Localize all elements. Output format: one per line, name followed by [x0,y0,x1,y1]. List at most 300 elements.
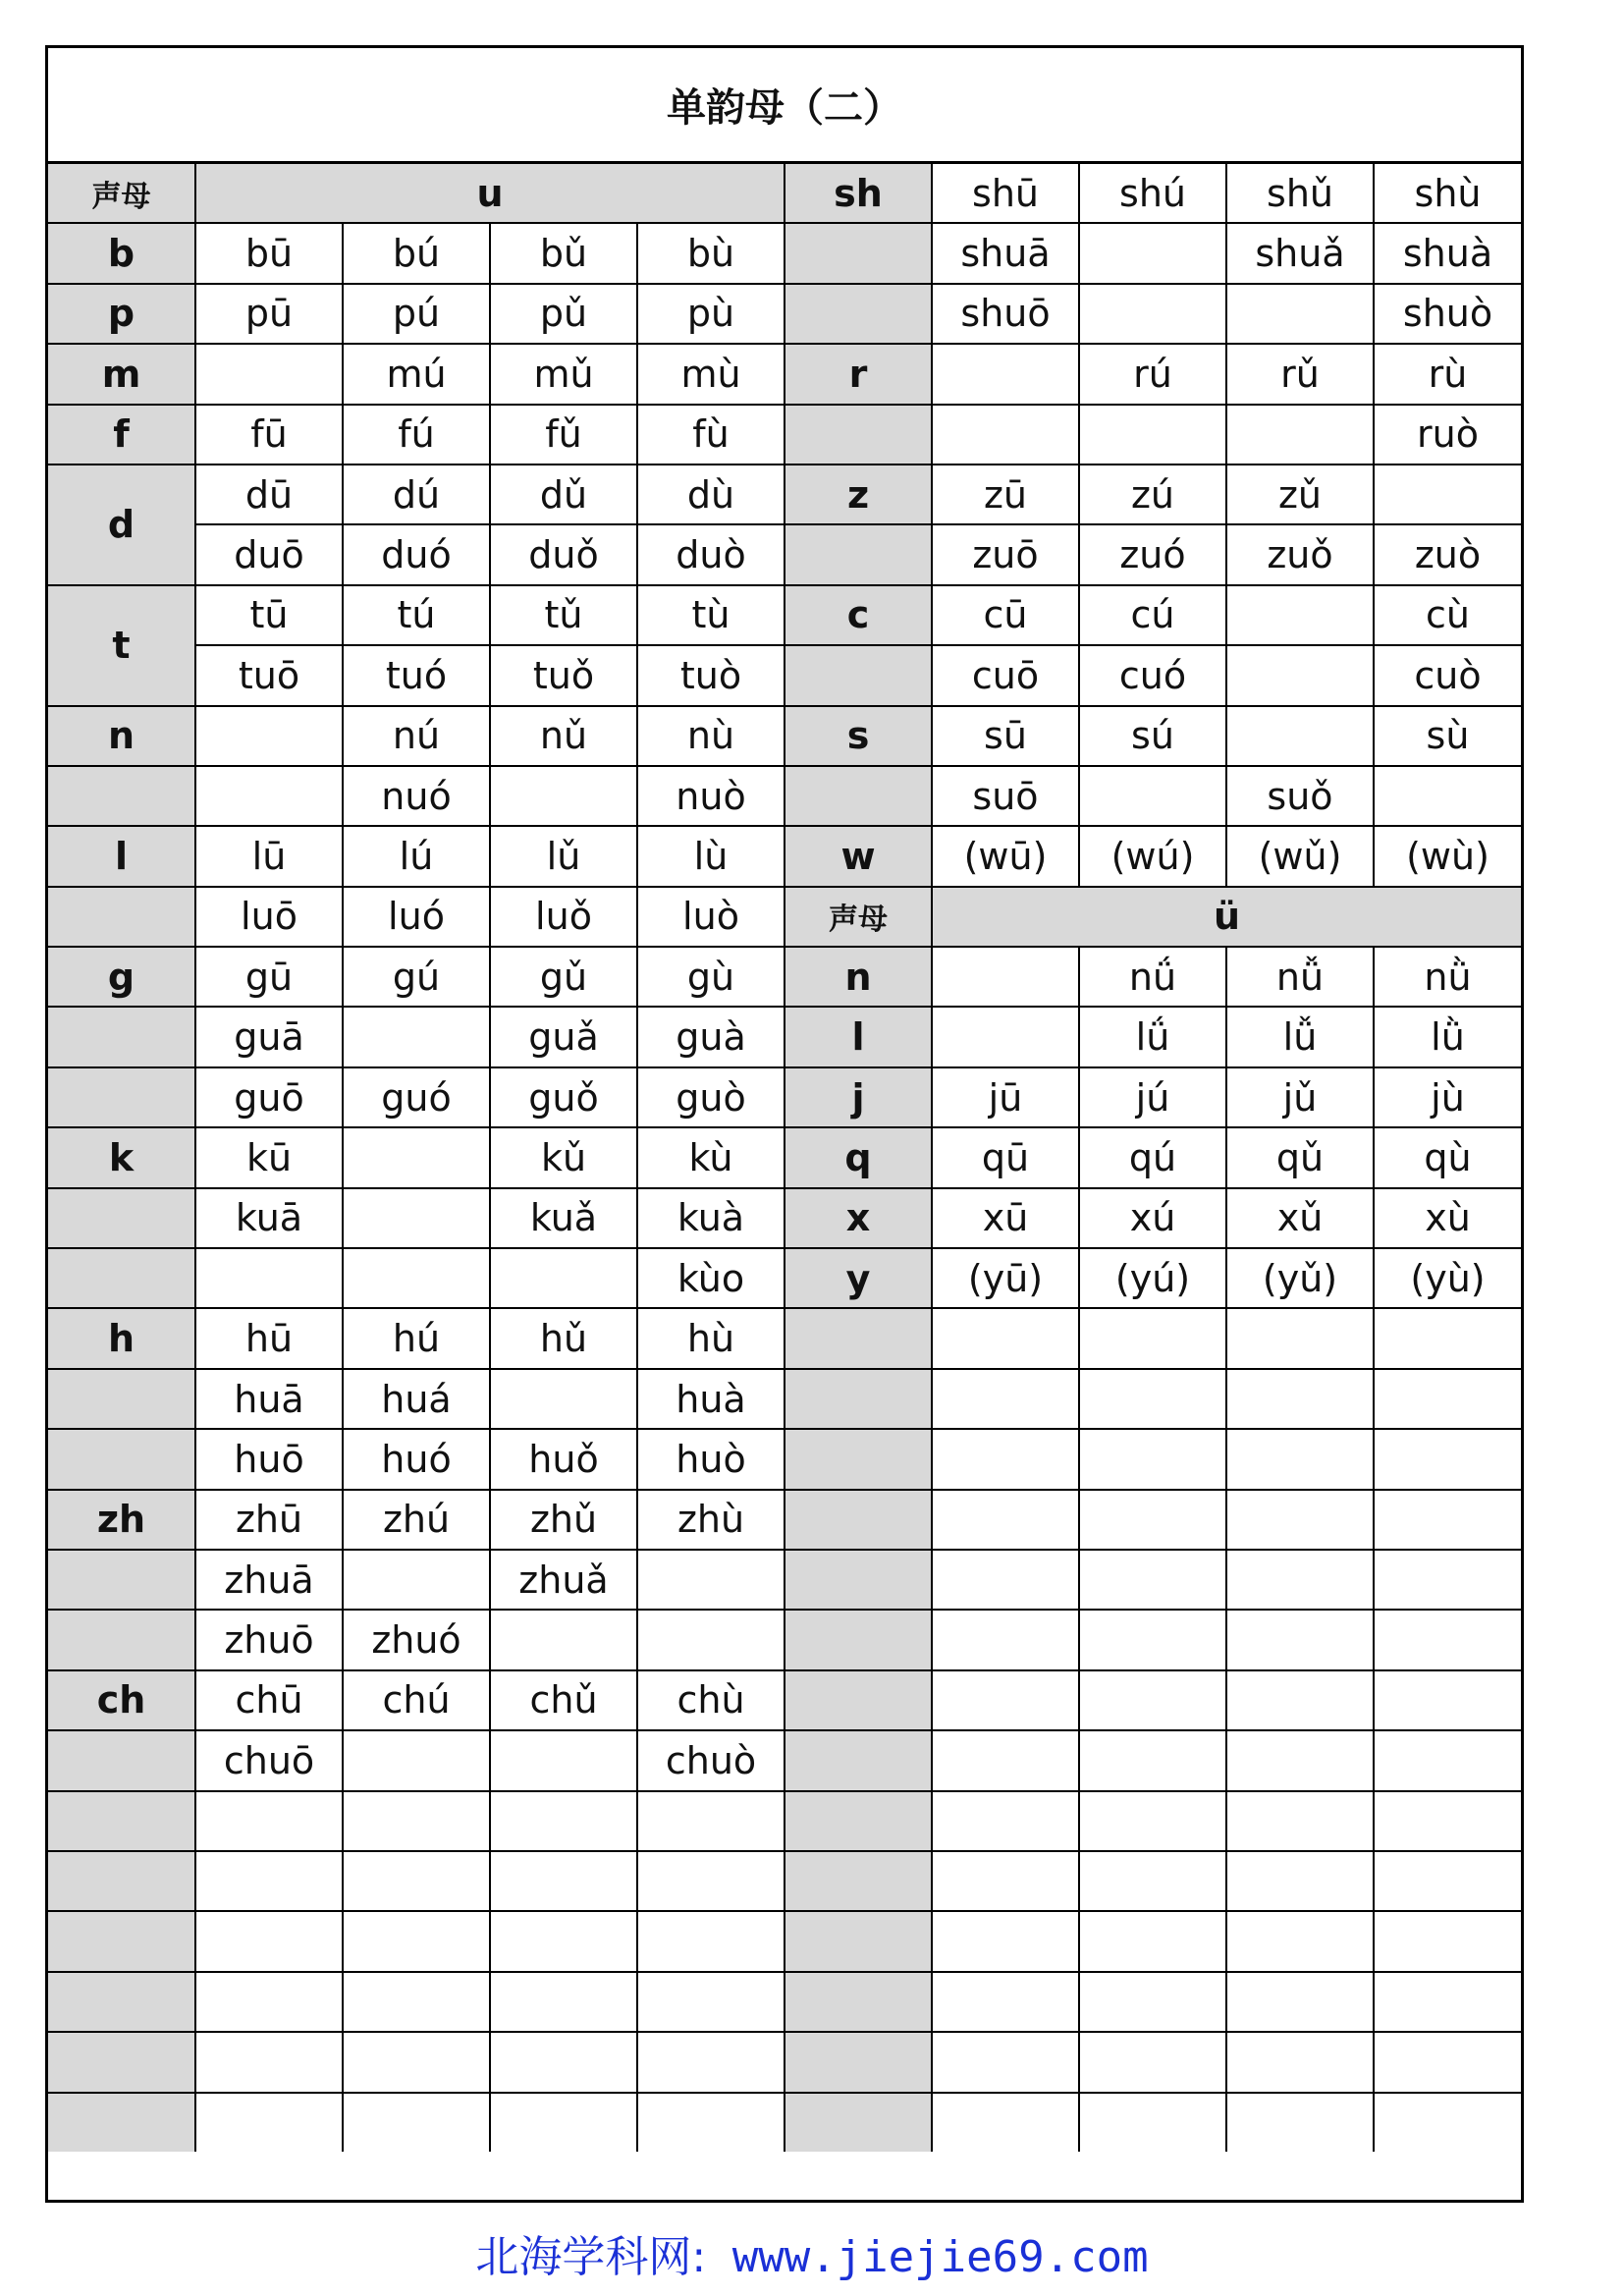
initial-cell [785,766,932,826]
syllable-cell [1226,1670,1374,1730]
table-row [48,1550,1521,1610]
initial-cell [785,1490,932,1550]
syllable-cell [1079,1369,1226,1429]
syllable-cell [1226,1429,1374,1489]
syllable-cell: qù [1374,1127,1521,1187]
syllable-cell: tuō [195,645,343,705]
syllable-cell: kù [637,1127,785,1187]
syllable-cell: huō [195,1429,343,1489]
syllable-cell: qǔ [1226,1127,1374,1187]
initial-cell: q [785,1127,932,1187]
syllable-cell [1079,405,1226,465]
syllable-cell [343,1550,490,1610]
initial-cell [785,1550,932,1610]
initial-cell [785,1851,932,1911]
table-row [48,947,1521,1007]
syllable-cell: gǔ [490,947,637,1007]
initial-cell [785,645,932,705]
syllable-cell: nú [343,706,490,766]
initial-cell [48,2032,195,2092]
syllable-cell: jǔ [1226,1067,1374,1127]
syllable-cell [932,1308,1079,1368]
syllable-cell: suō [932,766,1079,826]
syllable-cell: zǔ [1226,465,1374,524]
initial-cell: f [48,405,195,465]
page-title: 单韵母（二） [667,85,902,131]
syllable-cell: nuò [637,766,785,826]
syllable-cell: fū [195,405,343,465]
syllable-cell: sū [932,706,1079,766]
initial-cell [785,1972,932,2032]
syllable-cell: kuǎ [490,1188,637,1248]
syllable-cell [1079,1670,1226,1730]
initial-cell: c [785,585,932,645]
syllable-cell: xū [932,1188,1079,1248]
syllable-cell [1079,1911,1226,1971]
syllable-cell [343,1730,490,1790]
syllable-cell [490,1248,637,1308]
final-u-header: u [195,163,785,224]
initial-cell [785,405,932,465]
syllable-cell: tuò [637,645,785,705]
table-row [48,405,1521,465]
syllable-cell: shuò [1374,284,1521,344]
initial-header-label: 声母 [48,163,195,224]
syllable-cell: chū [195,1670,343,1730]
syllable-cell: duò [637,524,785,584]
table-row [48,1007,1521,1066]
syllable-cell [932,1429,1079,1489]
syllable-cell: guō [195,1067,343,1127]
table-row [48,1188,1521,1248]
initial-cell: x [785,1188,932,1248]
syllable-cell: hú [343,1308,490,1368]
footer-url: www.jiejie69.com [706,2232,1149,2282]
syllable-cell [932,2093,1079,2152]
syllable-cell: bù [637,223,785,283]
syllable-cell [1079,2093,1226,2152]
syllable-cell: zuō [932,524,1079,584]
syllable-cell: fǔ [490,405,637,465]
table-row [48,465,1521,524]
syllable-cell [1079,1972,1226,2032]
syllable-cell [1226,585,1374,645]
syllable-cell: lǘ [1079,1007,1226,1066]
syllable-cell: jú [1079,1067,1226,1127]
syllable-cell: shū [932,163,1079,224]
syllable-cell: huá [343,1369,490,1429]
syllable-cell: dú [343,465,490,524]
syllable-cell [1374,1429,1521,1489]
syllable-cell: dū [195,465,343,524]
syllable-cell: tuǒ [490,645,637,705]
syllable-cell: (wù) [1374,826,1521,886]
syllable-cell [1374,465,1521,524]
initial-cell [785,524,932,584]
syllable-cell: luǒ [490,887,637,947]
syllable-cell: lǜ [1374,1007,1521,1066]
syllable-cell: duō [195,524,343,584]
syllable-cell: shù [1374,163,1521,224]
initial-cell: d [48,465,195,585]
syllable-cell: huǒ [490,1429,637,1489]
syllable-cell: chú [343,1670,490,1730]
table-row [48,1730,1521,1790]
syllable-cell: luó [343,887,490,947]
syllable-cell: rú [1079,344,1226,404]
syllable-cell [932,1369,1079,1429]
syllable-cell [1079,1791,1226,1851]
syllable-cell [490,1851,637,1911]
initial-cell: l [785,1007,932,1066]
initial-cell: m [48,344,195,404]
syllable-cell: chù [637,1670,785,1730]
syllable-cell [932,1670,1079,1730]
syllable-cell [1374,1550,1521,1610]
syllable-cell [637,1791,785,1851]
table-row [48,766,1521,826]
syllable-cell [195,1972,343,2032]
syllable-cell [195,344,343,404]
syllable-cell: sú [1079,706,1226,766]
syllable-cell: guà [637,1007,785,1066]
table-row [48,826,1521,886]
footer-watermark [0,2221,1624,2284]
syllable-cell: (wū) [932,826,1079,886]
syllable-cell [195,1248,343,1308]
syllable-cell: duó [343,524,490,584]
syllable-cell: kuā [195,1188,343,1248]
syllable-cell [343,2093,490,2152]
syllable-cell [1226,2032,1374,2092]
syllable-cell [195,706,343,766]
syllable-cell [1226,1791,1374,1851]
syllable-cell [932,947,1079,1007]
syllable-cell [490,1791,637,1851]
syllable-cell: chǔ [490,1670,637,1730]
syllable-cell: gù [637,947,785,1007]
table-row [48,1972,1521,2032]
syllable-cell [1226,1308,1374,1368]
initial-cell [785,284,932,344]
syllable-cell: guò [637,1067,785,1127]
syllable-cell [637,2032,785,2092]
table-row [48,645,1521,705]
table-row [48,887,1521,947]
syllable-cell [1374,1911,1521,1971]
syllable-cell [343,1972,490,2032]
syllable-cell [343,1188,490,1248]
syllable-cell: cuō [932,645,1079,705]
syllable-cell: zuó [1079,524,1226,584]
syllable-cell: pū [195,284,343,344]
syllable-cell [1374,1851,1521,1911]
syllable-cell [637,1972,785,2032]
syllable-cell [1374,1791,1521,1851]
initial-cell: l [48,826,195,886]
initial-cell [785,1369,932,1429]
syllable-cell: guó [343,1067,490,1127]
syllable-cell: shuō [932,284,1079,344]
syllable-cell: hǔ [490,1308,637,1368]
initial-cell [785,1911,932,1971]
syllable-cell [1226,645,1374,705]
syllable-cell [343,2032,490,2092]
syllable-cell: jū [932,1067,1079,1127]
syllable-cell: zhǔ [490,1490,637,1550]
syllable-cell: xù [1374,1188,1521,1248]
syllable-cell [1079,1490,1226,1550]
syllable-cell: rǔ [1226,344,1374,404]
initial-cell: j [785,1067,932,1127]
syllable-cell [637,2093,785,2152]
syllable-cell [1374,1308,1521,1368]
syllable-cell [195,2032,343,2092]
syllable-cell: huà [637,1369,785,1429]
syllable-cell: zuò [1374,524,1521,584]
initial-cell [48,1911,195,1971]
table-row [48,1308,1521,1368]
syllable-cell: nǔ [490,706,637,766]
table-row [48,1791,1521,1851]
syllable-cell: mù [637,344,785,404]
initial-header-label: 声母 [785,887,932,947]
initial-cell: w [785,826,932,886]
initial-cell: r [785,344,932,404]
syllable-cell: zhù [637,1490,785,1550]
syllable-cell [1226,706,1374,766]
syllable-cell [195,766,343,826]
syllable-cell [1374,1730,1521,1790]
initial-cell [48,1369,195,1429]
syllable-cell: shuā [932,223,1079,283]
syllable-cell: sù [1374,706,1521,766]
syllable-cell [490,2093,637,2152]
syllable-cell: mú [343,344,490,404]
syllable-cell: bǔ [490,223,637,283]
syllable-cell: zú [1079,465,1226,524]
initial-cell [48,1429,195,1489]
syllable-cell: kuà [637,1188,785,1248]
syllable-cell: huā [195,1369,343,1429]
syllable-cell: nǜ [1374,947,1521,1007]
syllable-cell [1374,1369,1521,1429]
syllable-cell: luò [637,887,785,947]
syllable-cell: bū [195,223,343,283]
initial-cell [785,2093,932,2152]
syllable-cell: (yǔ) [1226,1248,1374,1308]
initial-cell [48,1791,195,1851]
syllable-cell [1079,1308,1226,1368]
syllable-cell: shú [1079,163,1226,224]
syllable-cell: tuó [343,645,490,705]
syllable-cell: kùo [637,1248,785,1308]
table-row [48,2032,1521,2092]
syllable-cell [932,1610,1079,1669]
initial-cell [48,1007,195,1066]
syllable-cell: tū [195,585,343,645]
syllable-cell: huó [343,1429,490,1489]
initial-cell: s [785,706,932,766]
syllable-cell [343,1791,490,1851]
syllable-cell: cuò [1374,645,1521,705]
syllable-cell: cù [1374,585,1521,645]
initial-cell [785,1730,932,1790]
initial-cell [48,1188,195,1248]
syllable-cell [637,1550,785,1610]
syllable-cell: kǔ [490,1127,637,1187]
syllable-cell [490,766,637,826]
syllable-cell: (wú) [1079,826,1226,886]
syllable-cell [1079,1550,1226,1610]
syllable-cell: duǒ [490,524,637,584]
syllable-cell: zū [932,465,1079,524]
syllable-cell: nuó [343,766,490,826]
syllable-cell: chuò [637,1730,785,1790]
initial-cell [48,1851,195,1911]
syllable-cell [1226,1730,1374,1790]
initial-cell [785,223,932,283]
syllable-cell [490,1972,637,2032]
syllable-cell: pù [637,284,785,344]
syllable-cell: (yú) [1079,1248,1226,1308]
initial-cell [48,1972,195,2032]
syllable-cell [490,1369,637,1429]
initial-cell: b [48,223,195,283]
initial-cell [785,1670,932,1730]
table-row [48,2093,1521,2152]
syllable-cell: ruò [1374,405,1521,465]
syllable-cell [637,1851,785,1911]
initial-cell [48,1067,195,1127]
initial-cell [785,2032,932,2092]
syllable-cell [1226,1851,1374,1911]
syllable-cell: (yū) [932,1248,1079,1308]
initial-cell: ch [48,1670,195,1730]
syllable-cell: jù [1374,1067,1521,1127]
initial-cell: y [785,1248,932,1308]
initial-cell: n [785,947,932,1007]
syllable-cell: fù [637,405,785,465]
syllable-cell: zhuǎ [490,1550,637,1610]
syllable-cell: gú [343,947,490,1007]
syllable-cell: guǒ [490,1067,637,1127]
syllable-cell: zhuó [343,1610,490,1669]
syllable-cell: qú [1079,1127,1226,1187]
syllable-cell: (wǔ) [1226,826,1374,886]
syllable-cell [1226,1490,1374,1550]
initial-cell [48,1610,195,1669]
syllable-cell: dù [637,465,785,524]
syllable-cell [932,2032,1079,2092]
syllable-cell [1226,2093,1374,2152]
initial-cell [48,1248,195,1308]
syllable-cell [932,405,1079,465]
syllable-cell: chuō [195,1730,343,1790]
syllable-cell [1079,1730,1226,1790]
syllable-cell [932,1911,1079,1971]
syllable-cell: lǔ [490,826,637,886]
syllable-cell [932,1007,1079,1066]
syllable-cell: gū [195,947,343,1007]
syllable-cell: dǔ [490,465,637,524]
table-row [48,585,1521,645]
syllable-cell: cū [932,585,1079,645]
syllable-cell [1226,1610,1374,1669]
syllable-cell [1374,1490,1521,1550]
syllable-cell: pǔ [490,284,637,344]
footer-site-name: 北海学科网: [475,2232,707,2282]
table-header-row [48,163,1521,224]
syllable-cell [1079,284,1226,344]
initial-cell [785,1791,932,1851]
table-row [48,1067,1521,1127]
syllable-cell: guǎ [490,1007,637,1066]
syllable-cell [1374,2032,1521,2092]
syllable-cell: nǘ [1079,947,1226,1007]
syllable-cell: qū [932,1127,1079,1187]
syllable-cell: lú [343,826,490,886]
table-row [48,1670,1521,1730]
initial-cell: h [48,1308,195,1368]
table-row [48,706,1521,766]
initial-cell: p [48,284,195,344]
table-row [48,1429,1521,1489]
syllable-cell: tǔ [490,585,637,645]
initial-cell [785,1308,932,1368]
syllable-cell [343,1248,490,1308]
syllable-cell [1226,284,1374,344]
syllable-cell [637,1911,785,1971]
syllable-cell: shuà [1374,223,1521,283]
syllable-cell: lǚ [1226,1007,1374,1066]
pinyin-table-sheet [45,45,1524,2203]
syllable-cell [490,1911,637,1971]
syllable-cell [637,1610,785,1669]
table-row [48,284,1521,344]
initial-cell: zh [48,1490,195,1550]
syllable-cell [490,2032,637,2092]
syllable-cell [1226,1369,1374,1429]
syllable-cell [1079,2032,1226,2092]
syllable-cell: zhú [343,1490,490,1550]
table-row [48,1369,1521,1429]
syllable-cell [932,1490,1079,1550]
syllable-cell [1079,1851,1226,1911]
syllable-cell [932,1972,1079,2032]
syllable-cell [195,1851,343,1911]
initial-cell [48,766,195,826]
initial-cell: g [48,947,195,1007]
final-v-header: ü [932,887,1521,947]
syllable-cell [1374,1610,1521,1669]
syllable-cell [1079,223,1226,283]
table-row [48,1610,1521,1669]
syllable-cell [1079,1429,1226,1489]
initial-cell [48,1730,195,1790]
syllable-cell [1374,1972,1521,2032]
syllable-cell [1226,405,1374,465]
syllable-cell: xú [1079,1188,1226,1248]
syllable-cell [932,1851,1079,1911]
syllable-cell: suǒ [1226,766,1374,826]
syllable-cell: tù [637,585,785,645]
syllable-cell: zhuō [195,1610,343,1669]
syllable-cell [1226,1911,1374,1971]
syllable-cell [195,2093,343,2152]
table-row [48,1911,1521,1971]
syllable-cell [932,344,1079,404]
